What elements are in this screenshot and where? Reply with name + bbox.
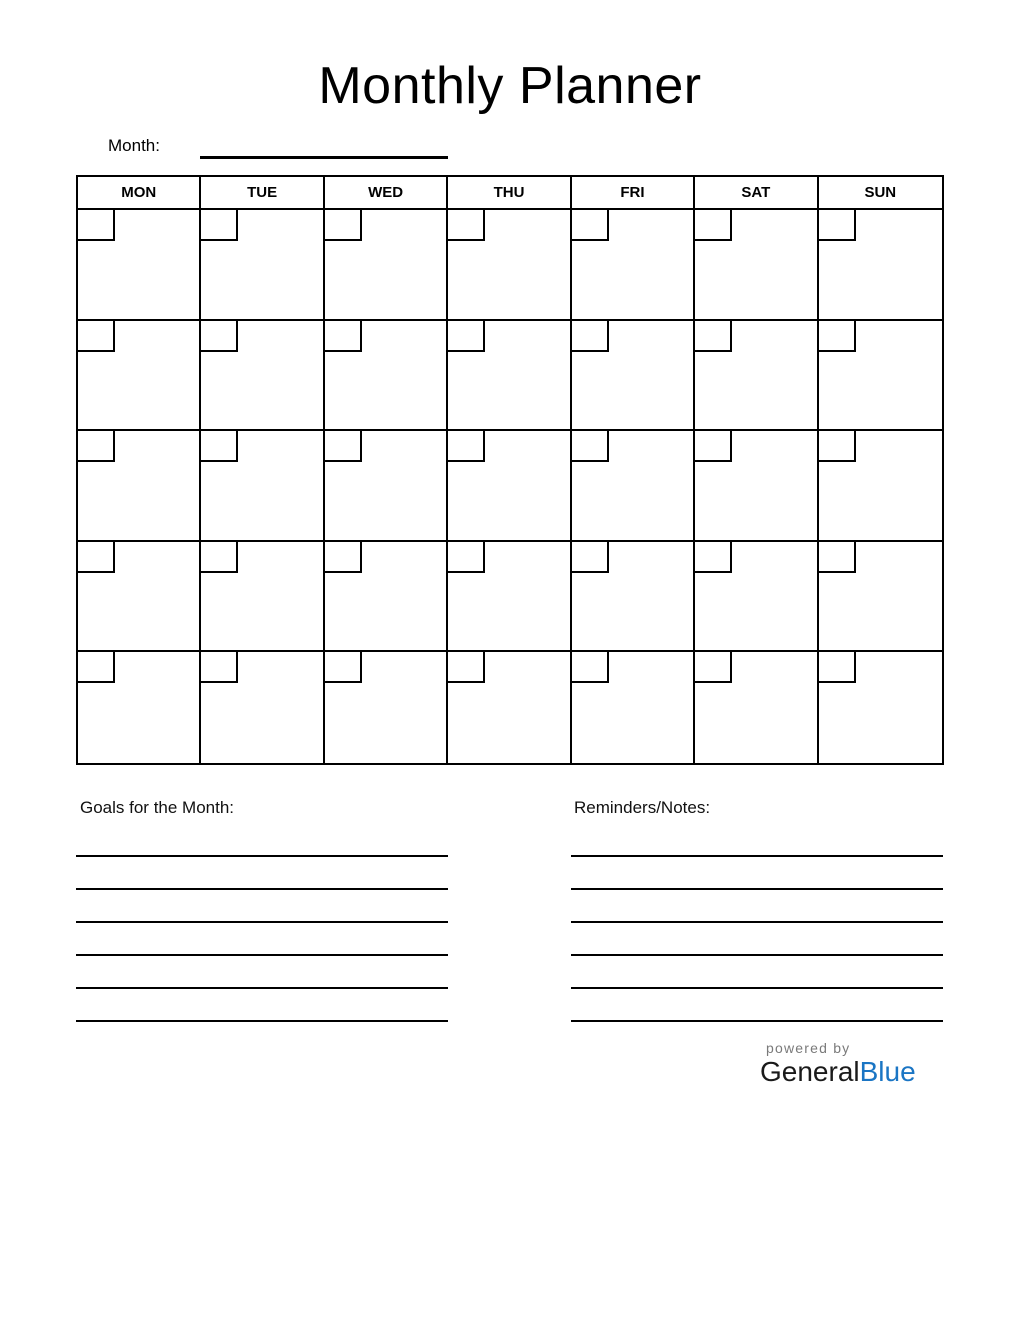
date-number-box[interactable] xyxy=(78,652,115,683)
day-cell[interactable] xyxy=(325,431,448,542)
notes-line[interactable] xyxy=(571,987,943,989)
day-cell[interactable] xyxy=(78,542,201,653)
date-number-box[interactable] xyxy=(201,210,238,241)
date-number-box[interactable] xyxy=(695,652,732,683)
date-number-box[interactable] xyxy=(819,542,856,573)
day-cell[interactable] xyxy=(448,652,571,763)
day-cell[interactable] xyxy=(448,431,571,542)
day-cell[interactable] xyxy=(695,431,818,542)
date-number-box[interactable] xyxy=(572,210,609,241)
day-cell[interactable] xyxy=(325,652,448,763)
date-number-box[interactable] xyxy=(201,321,238,352)
day-header-mon: MON xyxy=(78,177,201,208)
day-cell[interactable] xyxy=(695,542,818,653)
calendar-grid xyxy=(76,175,944,765)
date-number-box[interactable] xyxy=(572,542,609,573)
date-number-box[interactable] xyxy=(572,652,609,683)
day-cell[interactable] xyxy=(695,652,818,763)
page-title: Monthly Planner xyxy=(318,57,702,115)
notes-line[interactable] xyxy=(571,921,943,923)
day-cell[interactable] xyxy=(78,210,201,321)
date-number-box[interactable] xyxy=(78,542,115,573)
brand-blue: Blue xyxy=(859,1056,916,1087)
day-cell[interactable] xyxy=(572,210,695,321)
day-cell[interactable] xyxy=(78,431,201,542)
day-cell[interactable] xyxy=(819,431,942,542)
day-cell[interactable] xyxy=(572,431,695,542)
notes-label: Reminders/Notes: xyxy=(574,798,711,817)
date-number-box[interactable] xyxy=(695,542,732,573)
day-header-wed: WED xyxy=(325,177,448,208)
day-cell[interactable] xyxy=(695,321,818,432)
date-number-box[interactable] xyxy=(819,321,856,352)
day-cell[interactable] xyxy=(448,210,571,321)
date-number-box[interactable] xyxy=(78,210,115,241)
day-cell[interactable] xyxy=(325,321,448,432)
goals-line[interactable] xyxy=(76,987,448,989)
date-number-box[interactable] xyxy=(448,321,485,352)
day-cell[interactable] xyxy=(572,542,695,653)
date-number-box[interactable] xyxy=(819,652,856,683)
notes-line[interactable] xyxy=(571,954,943,956)
notes-line[interactable] xyxy=(571,855,943,857)
day-cell[interactable] xyxy=(201,652,324,763)
goals-label: Goals for the Month: xyxy=(80,798,235,817)
date-number-box[interactable] xyxy=(325,321,362,352)
month-input-line[interactable] xyxy=(200,156,448,159)
day-cell[interactable] xyxy=(201,321,324,432)
goals-line[interactable] xyxy=(76,1020,448,1022)
goals-line[interactable] xyxy=(76,954,448,956)
day-cell[interactable] xyxy=(325,542,448,653)
calendar-header xyxy=(78,177,942,210)
date-number-box[interactable] xyxy=(201,542,238,573)
day-cell[interactable] xyxy=(819,652,942,763)
day-cell[interactable] xyxy=(448,542,571,653)
day-cell[interactable] xyxy=(201,210,324,321)
date-number-box[interactable] xyxy=(819,431,856,462)
date-number-box[interactable] xyxy=(819,210,856,241)
day-cell[interactable] xyxy=(201,542,324,653)
date-number-box[interactable] xyxy=(695,321,732,352)
day-cell[interactable] xyxy=(695,210,818,321)
day-cell[interactable] xyxy=(572,321,695,432)
day-header-sun: SUN xyxy=(864,184,897,201)
day-header-sat: SAT xyxy=(695,177,818,208)
date-number-box[interactable] xyxy=(325,431,362,462)
month-label: Month: xyxy=(108,136,160,155)
date-number-box[interactable] xyxy=(325,652,362,683)
notes-line[interactable] xyxy=(571,888,943,890)
date-number-box[interactable] xyxy=(572,431,609,462)
day-header-tue: TUE xyxy=(201,177,324,208)
date-number-box[interactable] xyxy=(325,542,362,573)
calendar-body xyxy=(78,210,942,763)
powered-by-text: powered by xyxy=(766,1040,851,1056)
date-number-box[interactable] xyxy=(448,542,485,573)
goals-line[interactable] xyxy=(76,921,448,923)
date-number-box[interactable] xyxy=(572,321,609,352)
brand-general: General xyxy=(760,1056,860,1087)
day-header-fri: FRI xyxy=(572,177,695,208)
day-cell[interactable] xyxy=(201,431,324,542)
goals-line[interactable] xyxy=(76,855,448,857)
notes-line[interactable] xyxy=(571,1020,943,1022)
day-cell[interactable] xyxy=(819,321,942,432)
date-number-box[interactable] xyxy=(695,431,732,462)
brand-name xyxy=(760,1056,916,1088)
date-number-box[interactable] xyxy=(695,210,732,241)
date-number-box[interactable] xyxy=(201,431,238,462)
date-number-box[interactable] xyxy=(325,210,362,241)
date-number-box[interactable] xyxy=(78,321,115,352)
date-number-box[interactable] xyxy=(448,652,485,683)
date-number-box[interactable] xyxy=(448,431,485,462)
day-cell[interactable] xyxy=(819,542,942,653)
day-cell[interactable] xyxy=(78,652,201,763)
day-header-thu: THU xyxy=(448,177,571,208)
date-number-box[interactable] xyxy=(448,210,485,241)
day-cell[interactable] xyxy=(448,321,571,432)
day-cell[interactable] xyxy=(572,652,695,763)
day-cell[interactable] xyxy=(78,321,201,432)
date-number-box[interactable] xyxy=(78,431,115,462)
goals-line[interactable] xyxy=(76,888,448,890)
date-number-box[interactable] xyxy=(201,652,238,683)
day-cell[interactable] xyxy=(325,210,448,321)
day-cell[interactable] xyxy=(819,210,942,321)
